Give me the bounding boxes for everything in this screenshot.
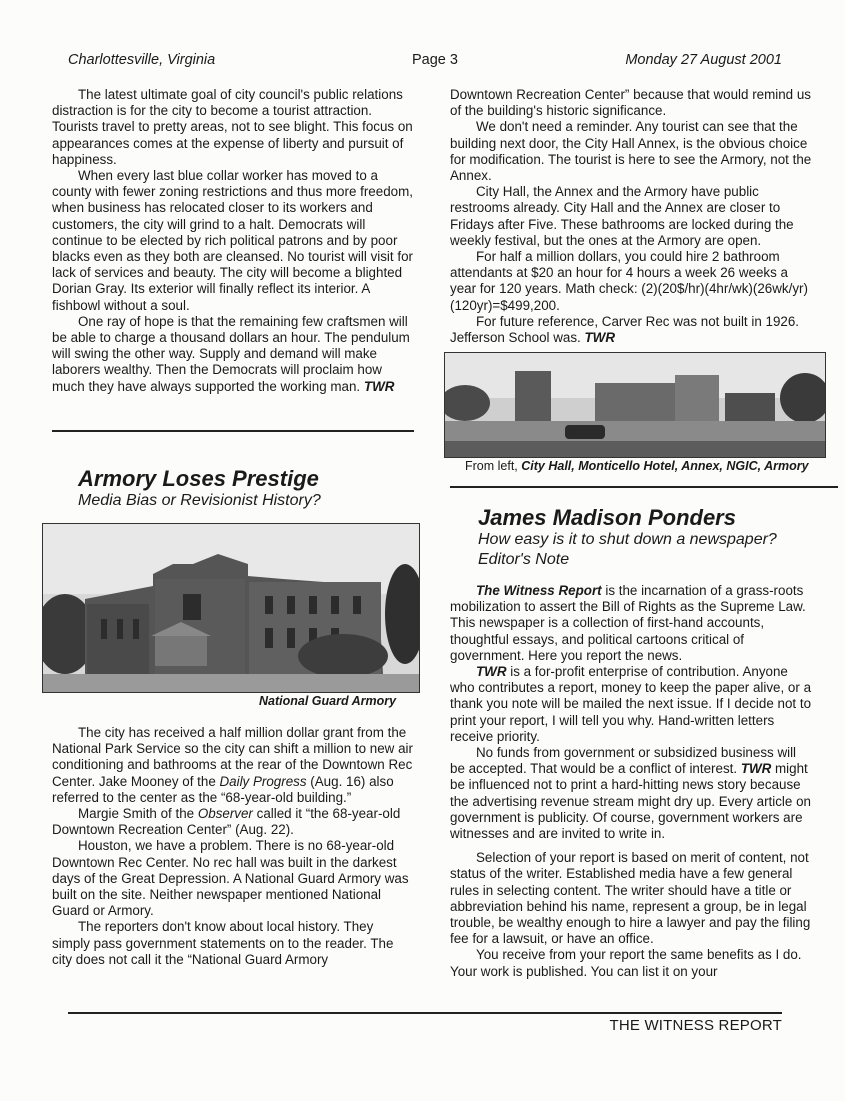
paragraph: Downtown Recreation Center” because that would remind us of the building's historic significance. [450,87,811,119]
header-page-number: Page 3 [412,52,458,68]
paragraph [52,806,414,838]
armory-photo-caption: National Guard Armory [259,694,397,708]
paragraph [52,314,414,395]
page-header [68,52,782,72]
paragraph: We don't need a reminder. Any tourist can see that the building next door, the City Hall Annex, is the obvious choice for modification. The tourist is here to see the Armory, not the Annex. [450,119,812,184]
armory-headline: Armory Loses Prestige [78,466,319,491]
madison-article-body [450,583,812,980]
divider-rule [52,430,414,432]
paragraph-text: The city has received a half million dollar grant from the National Park Service so the city can shift a million to new air conditioning and bathrooms at the rear of the Downtown Rec Center. Jake Mooney of the [52,725,413,789]
madison-headline: James Madison Ponders [478,505,736,530]
paper-abbrev: TWR [740,761,772,777]
paragraph: For half a million dollars, you could hire 2 bathroom attendants at $20 an hour for 4 hours a week 26 weeks a year for 120 years. Math check: (2)(20$/hr)(4hr/wk)(26wk/yr)(120yr)=$499,200. [450,249,808,313]
header-date: Monday 27 August 2001 [625,52,782,68]
footer-title: THE WITNESS REPORT [609,1017,782,1034]
street-photo [444,352,826,458]
paper-name: The Witness Report [476,583,602,598]
armory-subhead: Media Bias or Revisionist History? [78,492,321,509]
footer-rule [68,1012,782,1014]
paragraph: The reporters don't know about local history. They simply pass government statements on to the reader. The city does not call it the “National Guard Armory [52,919,394,967]
newspaper-name: Daily Progress [219,773,307,789]
paragraph-text: is the incarnation of a grass-roots mobilization to assert the Bill of Rights as the Supreme Law. This newspaper is a collection of first-hand accounts, thoughtful essays, and political cartoons critical of government. Here you report the news. [450,583,806,663]
madison-editors-note: Editor's Note [478,551,570,568]
paragraph: The latest ultimate goal of city council's public relations distraction is for the city to become a tourist attraction. Tourists travel to pretty areas, not to see blight. This focus on appearances comes at the expense of liberty and pursuit of happiness. [52,87,413,167]
paragraph-text: No funds from government or subsidized business will be accepted. That would be a conflict of interest. [450,745,797,777]
paragraph [450,664,812,745]
newspaper-name: Observer [197,806,253,822]
article-blight-continued [52,87,414,395]
madison-subhead: How easy is it to shut down a newspaper? [478,531,777,548]
paragraph-text: For future reference, Carver Rec was not built in 1926. Jefferson School was. [450,313,800,346]
signature-twr: TWR [584,330,615,346]
armory-photo [42,523,420,693]
paragraph-text: Margie Smith of the [78,806,198,822]
paragraph-text: might be influenced not to print a hard-hitting news story because the advertising revenue stream might dry up. Every article on government is publicity. Of course, government workers are witnesses and are invited to write in. [450,761,811,842]
armory-article-continued [450,87,812,346]
paragraph: When every last blue collar worker has moved to a county with fewer zoning restrictions and thus more freedom, when business has relocated closer to its workers and customers, the city will grind to a halt. Democrats will continue to be elected by rich political patrons and by poor blacks even as they both are cleansed. No tourist will visit for lack of services and beauty. The city will become a blighted Dorian Gray. Its exterior will finally reflect its interior. A fishbowl without a soul. [52,168,413,313]
paragraph-text: called it “the 68-year-old Downtown Recreation Center” (Aug. 22). [52,806,401,838]
divider-rule [450,486,838,488]
caption-prefix: From left, [465,459,522,473]
paragraph-text: is a for-profit enterprise of contribution. Anyone who contributes a report, money to keep the paper alive, or a thank you note will be mailed the next issue. If I decide not to print your report, I will tell you why. Hand-written letters receive priority. [450,664,812,744]
paragraph [450,745,812,842]
paragraph [450,583,812,664]
paragraph: You receive from your report the same benefits as I do. Your work is published. You can list it on your [450,947,802,979]
paragraph-text: (Aug. 16) also referred to the center as the “68-year-old building.” [52,773,394,805]
caption-text: City Hall, Monticello Hotel, Annex, NGIC, Armory [521,459,809,473]
signature-twr: TWR [363,378,395,394]
paragraph: Houston, we have a problem. There is no 68-year-old Downtown Rec Center. No rec hall was built in the darkest days of the Great Depression. A National Guard Armory was built on the site. Neither newspaper mentioned National Guard or Armory. [52,838,409,919]
paragraph: City Hall, the Annex and the Armory have public restrooms already. City Hall and the Annex are closer to Fridays after Five. These bathrooms are locked during the weekly festival, but the ones at the Armory are open. [450,184,794,248]
paragraph [450,314,812,346]
paragraph-text: One ray of hope is that the remaining few craftsmen will be able to charge a thousand dollars an hour. The pendulum will swing the other way. Supply and demand will make laborers wealthy. Then the Democrats will proclaim how much they have always supported the working man. [52,313,410,394]
paragraph [52,725,414,806]
paragraph: Selection of your report is based on merit of content, not status of the writer. Established media have a few general rules in selecting content. The writer should have a title or abbreviation behind his name, represent a group, be in legal trouble, be wealthy enough to hire a lawyer and pay the filing fee for a lawsuit, or have an office. [450,850,811,947]
header-location: Charlottesville, Virginia [68,52,216,68]
paper-abbrev: TWR [476,664,507,680]
armory-article-body [52,725,414,968]
street-photo-caption [465,459,809,473]
